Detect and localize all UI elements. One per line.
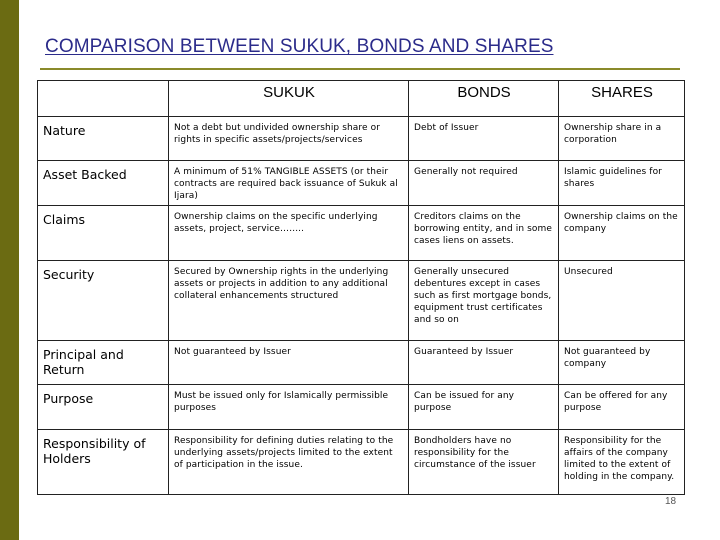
- row-category: Claims: [38, 206, 169, 261]
- header-shares: SHARES: [559, 81, 685, 117]
- sukuk-cell: Responsibility for defining duties relating to the underlying assets/projects limited to the extent of participation in the issue.: [169, 430, 409, 495]
- sukuk-cell: Not a debt but undivided ownership share or rights in specific assets/projects/services: [169, 117, 409, 161]
- table-row: [38, 117, 685, 161]
- shares-cell: Islamic guidelines for shares: [559, 161, 685, 206]
- sukuk-cell: Not guaranteed by Issuer: [169, 341, 409, 385]
- side-accent-bar: [0, 0, 19, 540]
- shares-cell: Not guaranteed by company: [559, 341, 685, 385]
- sukuk-cell: A minimum of 51% TANGIBLE ASSETS (or their contracts are required back issuance of Sukuk al Ijara): [169, 161, 409, 206]
- sukuk-cell: Ownership claims on the specific underlying assets, project, service……..: [169, 206, 409, 261]
- header-empty: [38, 81, 169, 117]
- bonds-cell: Creditors claims on the borrowing entity, and in some cases liens on assets.: [409, 206, 559, 261]
- header-row: [38, 81, 685, 117]
- table-row: [38, 206, 685, 261]
- table-row: [38, 341, 685, 385]
- sukuk-cell: Secured by Ownership rights in the underlying assets or projects in addition to any additional collateral enhancements structured: [169, 261, 409, 341]
- bonds-cell: Can be issued for any purpose: [409, 385, 559, 430]
- shares-cell: Can be offered for any purpose: [559, 385, 685, 430]
- row-category: Asset Backed: [38, 161, 169, 206]
- title-divider: [40, 68, 680, 70]
- table-row: [38, 430, 685, 495]
- bonds-cell: Generally unsecured debentures except in cases such as first mortgage bonds, equipment trust certificates and so on: [409, 261, 559, 341]
- row-category: Security: [38, 261, 169, 341]
- row-category: Nature: [38, 117, 169, 161]
- table-row: [38, 161, 685, 206]
- page-number: 18: [665, 496, 677, 507]
- row-category: Purpose: [38, 385, 169, 430]
- row-category: Principal and Return: [38, 341, 169, 385]
- sukuk-cell: Must be issued only for Islamically permissible purposes: [169, 385, 409, 430]
- slide-title: COMPARISON BETWEEN SUKUK, BONDS AND SHARES: [45, 36, 554, 57]
- shares-cell: Ownership claims on the company: [559, 206, 685, 261]
- row-category: Responsibility of Holders: [38, 430, 169, 495]
- bonds-cell: Debt of Issuer: [409, 117, 559, 161]
- shares-cell: Unsecured: [559, 261, 685, 341]
- table-row: [38, 385, 685, 430]
- shares-cell: Ownership share in a corporation: [559, 117, 685, 161]
- shares-cell: Responsibility for the affairs of the company limited to the extent of holding in the company.: [559, 430, 685, 495]
- comparison-table: [37, 80, 685, 495]
- table-row: [38, 261, 685, 341]
- bonds-cell: Bondholders have no responsibility for the circumstance of the issuer: [409, 430, 559, 495]
- header-bonds: BONDS: [409, 81, 559, 117]
- bonds-cell: Generally not required: [409, 161, 559, 206]
- bonds-cell: Guaranteed by Issuer: [409, 341, 559, 385]
- header-sukuk: SUKUK: [169, 81, 409, 117]
